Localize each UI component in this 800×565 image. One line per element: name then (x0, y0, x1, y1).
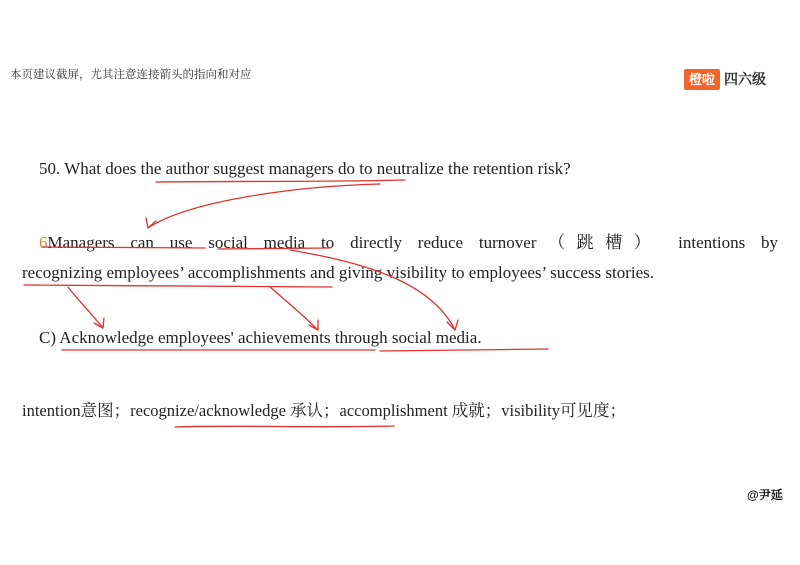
author-signature: @尹延 (747, 488, 783, 502)
logo-text: 四六级 (724, 71, 767, 87)
screenshot-tip: 本页建议截屏，尤其注意连接箭头的指向和对应 (10, 69, 252, 81)
underline-recognizing-accomplishments (24, 285, 332, 287)
brand-logo (684, 69, 766, 91)
arrow-recognizing-to-acknowledge (68, 287, 103, 328)
arrow-head-managers (146, 218, 156, 228)
passage-line-1-text: Managers can use social media to directly reduce turnover（跳槽） intentions by (47, 233, 778, 252)
arrow-media-to-social-media (290, 250, 455, 330)
passage-line-2: recognizing employees’ accomplishments and giving visibility to employees’ success stories. (22, 263, 655, 282)
vocabulary-notes: intention意图；recognize/acknowledge 承认；accomplishment 成就；visibility可见度； (22, 401, 626, 420)
passage-line-1 (39, 228, 778, 253)
arrow-head-acknowledge (94, 318, 104, 328)
answer-option: C) Acknowledge employees' achievements through social media. (39, 328, 482, 347)
arrow-accomplishments-to-achievements (270, 287, 318, 330)
logo-brand: 橙啦 (684, 69, 720, 90)
underline-question-phrase (156, 180, 405, 182)
question-text: 50. What does the author suggest managers do to neutralize the retention risk? (39, 159, 571, 178)
underline-vocab-recognize (175, 426, 394, 427)
paragraph-number: 6 (39, 233, 48, 252)
arrow-question-to-managers (148, 184, 380, 228)
underline-answer-through-social-media (380, 349, 548, 351)
